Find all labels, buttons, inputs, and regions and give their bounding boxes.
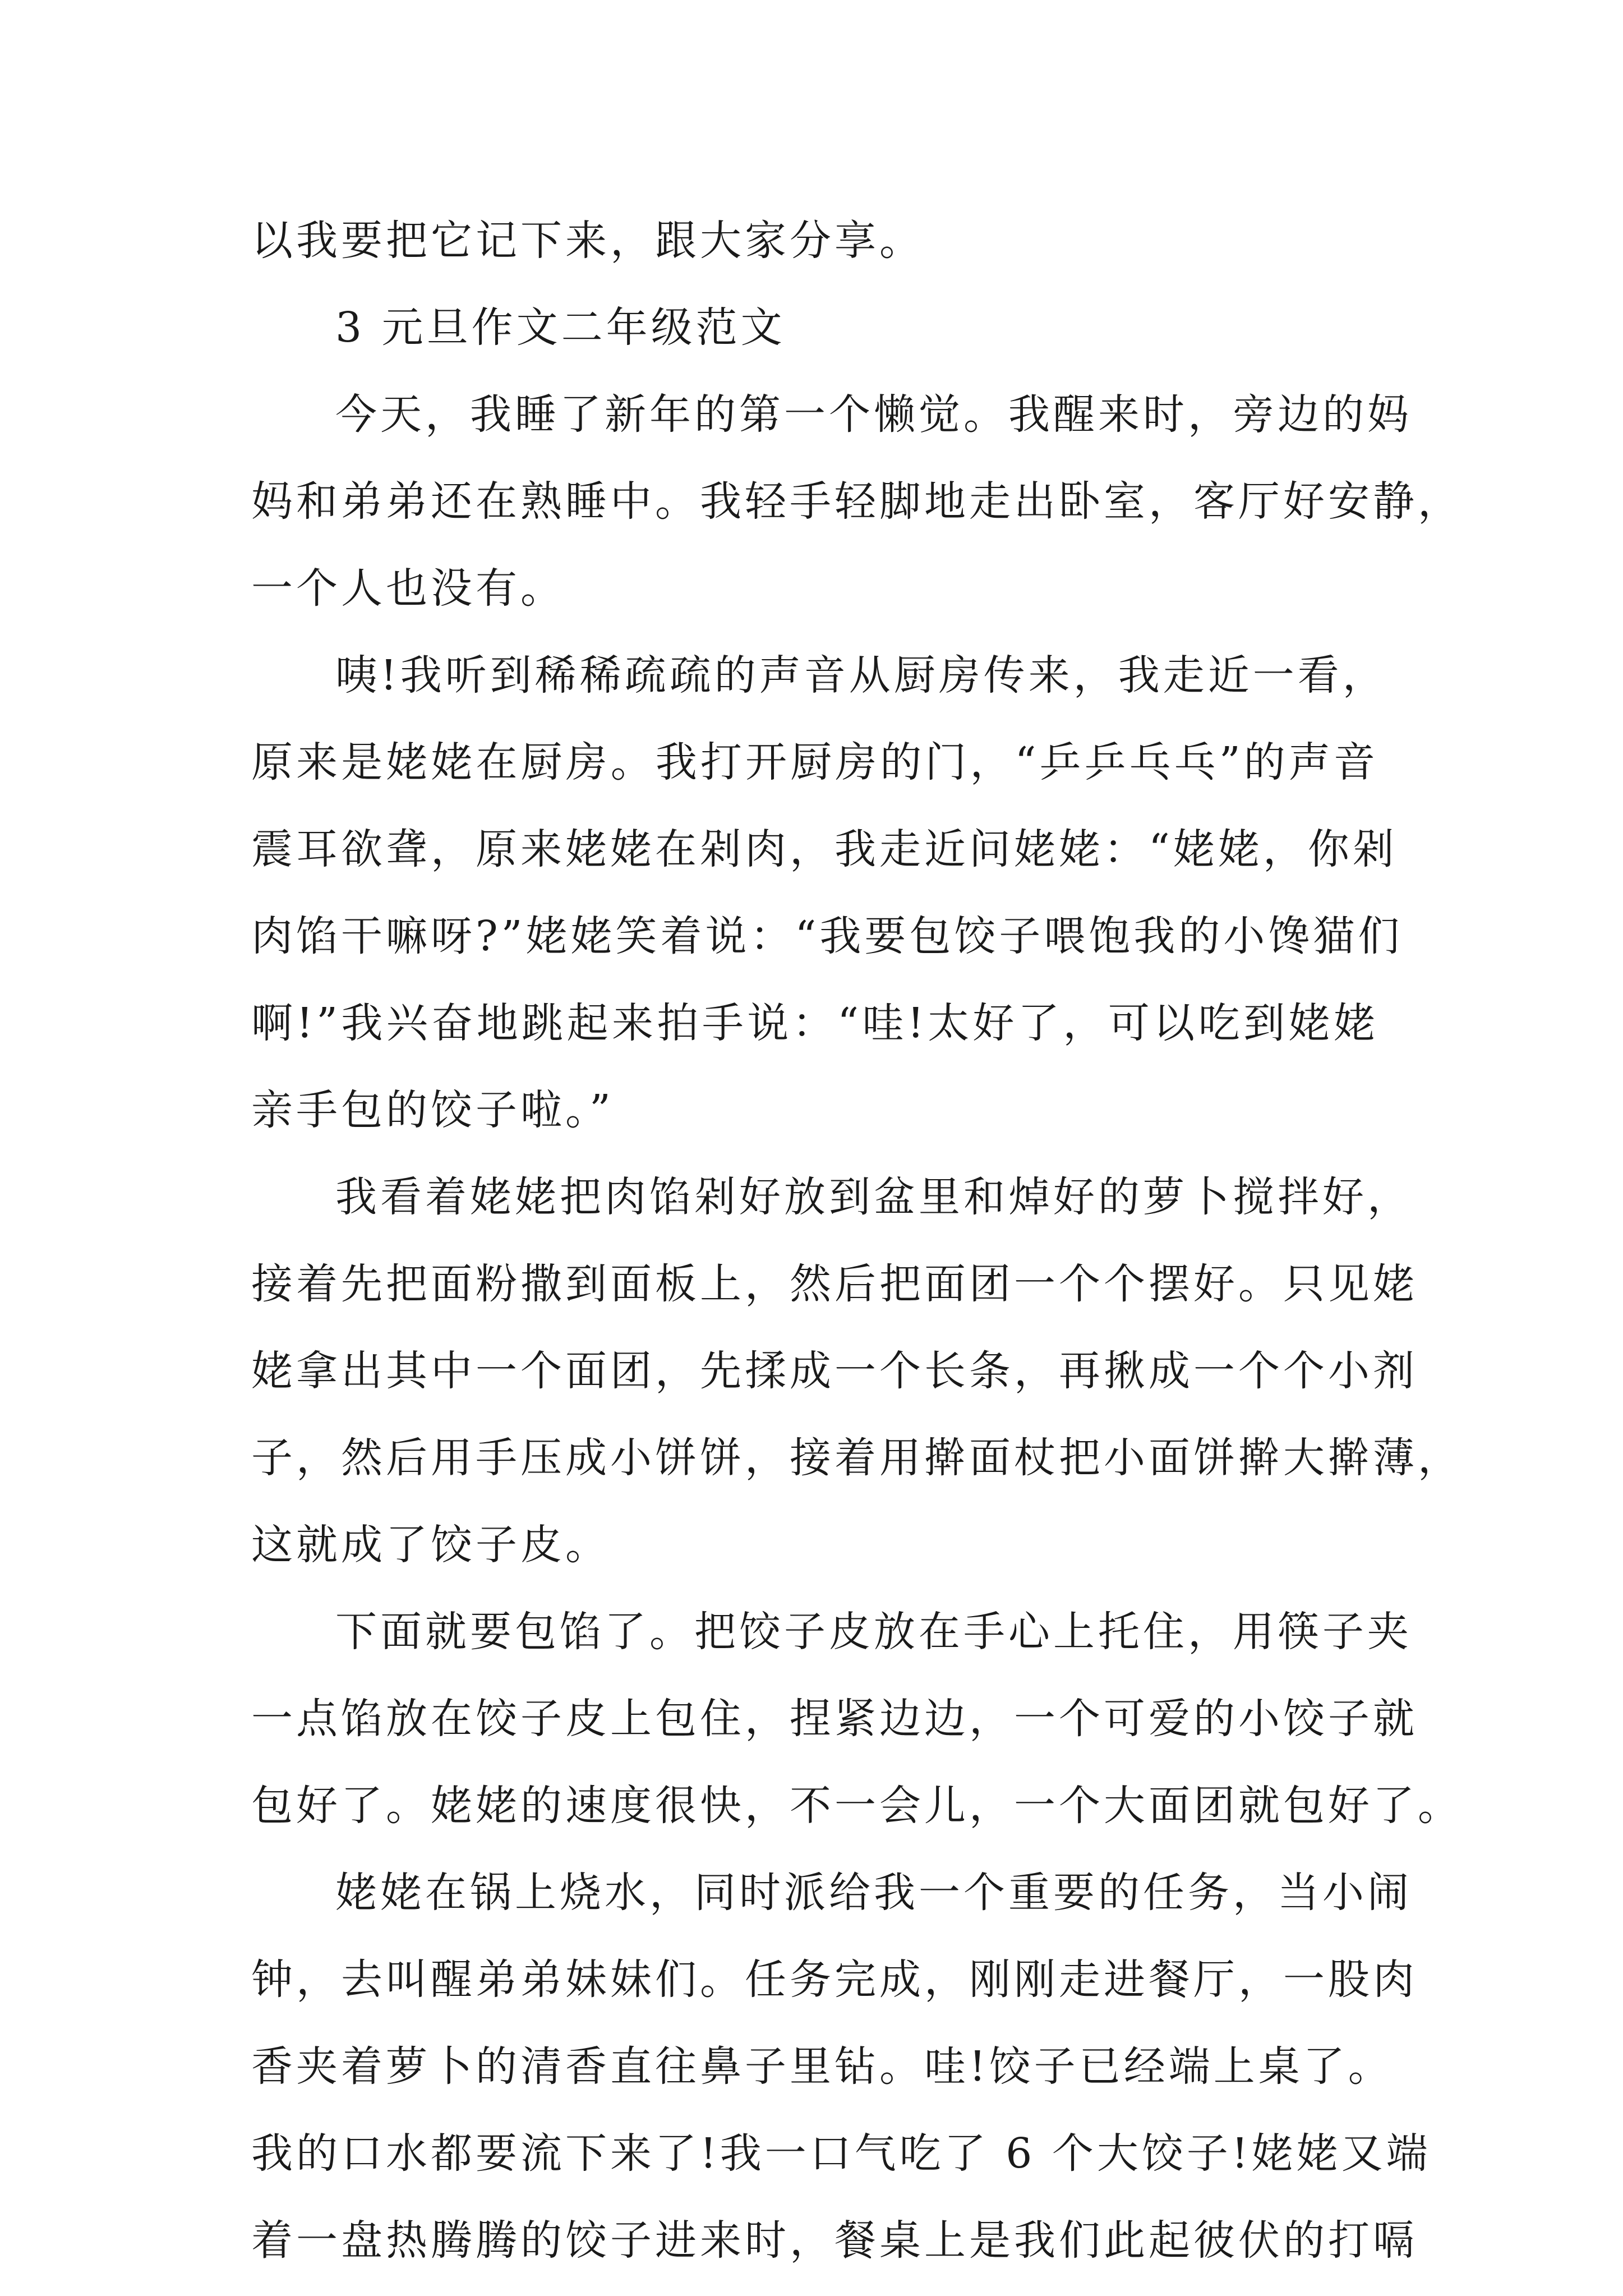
text-line: 香夹着萝卜的清香直往鼻子里钻。哇!饺子已经端上桌了。 <box>251 2042 1393 2091</box>
text-line: 姥姥在锅上烧水，同时派给我一个重要的任务，当小闹 <box>335 1869 1412 1917</box>
text-line: 钟，去叫醒弟弟妹妹们。任务完成，刚刚走进餐厅，一股肉 <box>251 1955 1418 2004</box>
text-line: 接着先把面粉撒到面板上，然后把面团一个个摆好。只见姥 <box>251 1260 1418 1308</box>
text-line: 咦!我听到稀稀疏疏的声音从厨房传来，我走近一看， <box>335 651 1387 700</box>
text-line: 肉馅干嘛呀?”姥姥笑着说：“我要包饺子喂饱我的小馋猫们 <box>251 912 1403 960</box>
text-line: 我的口水都要流下来了!我一口气吃了 6 个大饺子!姥姥又端 <box>251 2129 1431 2178</box>
text-line: 妈和弟弟还在熟睡中。我轻手轻脚地走出卧室，客厅好安静， <box>251 477 1463 526</box>
text-line: 一点馅放在饺子皮上包住，捏紧边边，一个可爱的小饺子就 <box>251 1695 1418 1743</box>
text-line: 这就成了饺子皮。 <box>251 1521 610 1569</box>
text-line: 子，然后用手压成小饼饼，接着用擀面杖把小面饼擀大擀薄， <box>251 1434 1463 1482</box>
text-line: 今天，我睡了新年的第一个懒觉。我醒来时，旁边的妈 <box>335 390 1412 439</box>
text-line: 包好了。姥姥的速度很快，不一会儿，一个大面团就包好了。 <box>251 1782 1463 1830</box>
text-line: 我看着姥姥把肉馅剁好放到盆里和焯好的萝卜搅拌好， <box>335 1173 1412 1221</box>
text-line: 震耳欲聋，原来姥姥在剁肉，我走近问姥姥：“姥姥，你剁 <box>251 825 1398 873</box>
essay-body <box>251 197 1463 2284</box>
text-line: 啊!”我兴奋地跳起来拍手说：“哇!太好了，可以吃到姥姥 <box>251 999 1378 1047</box>
section-heading: 3 元旦作文二年级范文 <box>335 303 786 352</box>
text-line: 下面就要包馅了。把饺子皮放在手心上托住，用筷子夹 <box>335 1608 1412 1656</box>
text-line: 一个人也没有。 <box>251 564 565 613</box>
text-line: 以我要把它记下来，跟大家分享。 <box>251 217 924 265</box>
text-line: 着一盘热腾腾的饺子进来时，餐桌上是我们此起彼伏的打嗝 <box>251 2216 1418 2265</box>
text-line: 姥拿出其中一个面团，先揉成一个长条，再揪成一个个小剂 <box>251 1347 1418 1395</box>
text-line: 亲手包的饺子啦。” <box>251 1086 614 1134</box>
text-line: 原来是姥姥在厨房。我打开厨房的门，“乒乒乓乓”的声音 <box>251 738 1378 786</box>
